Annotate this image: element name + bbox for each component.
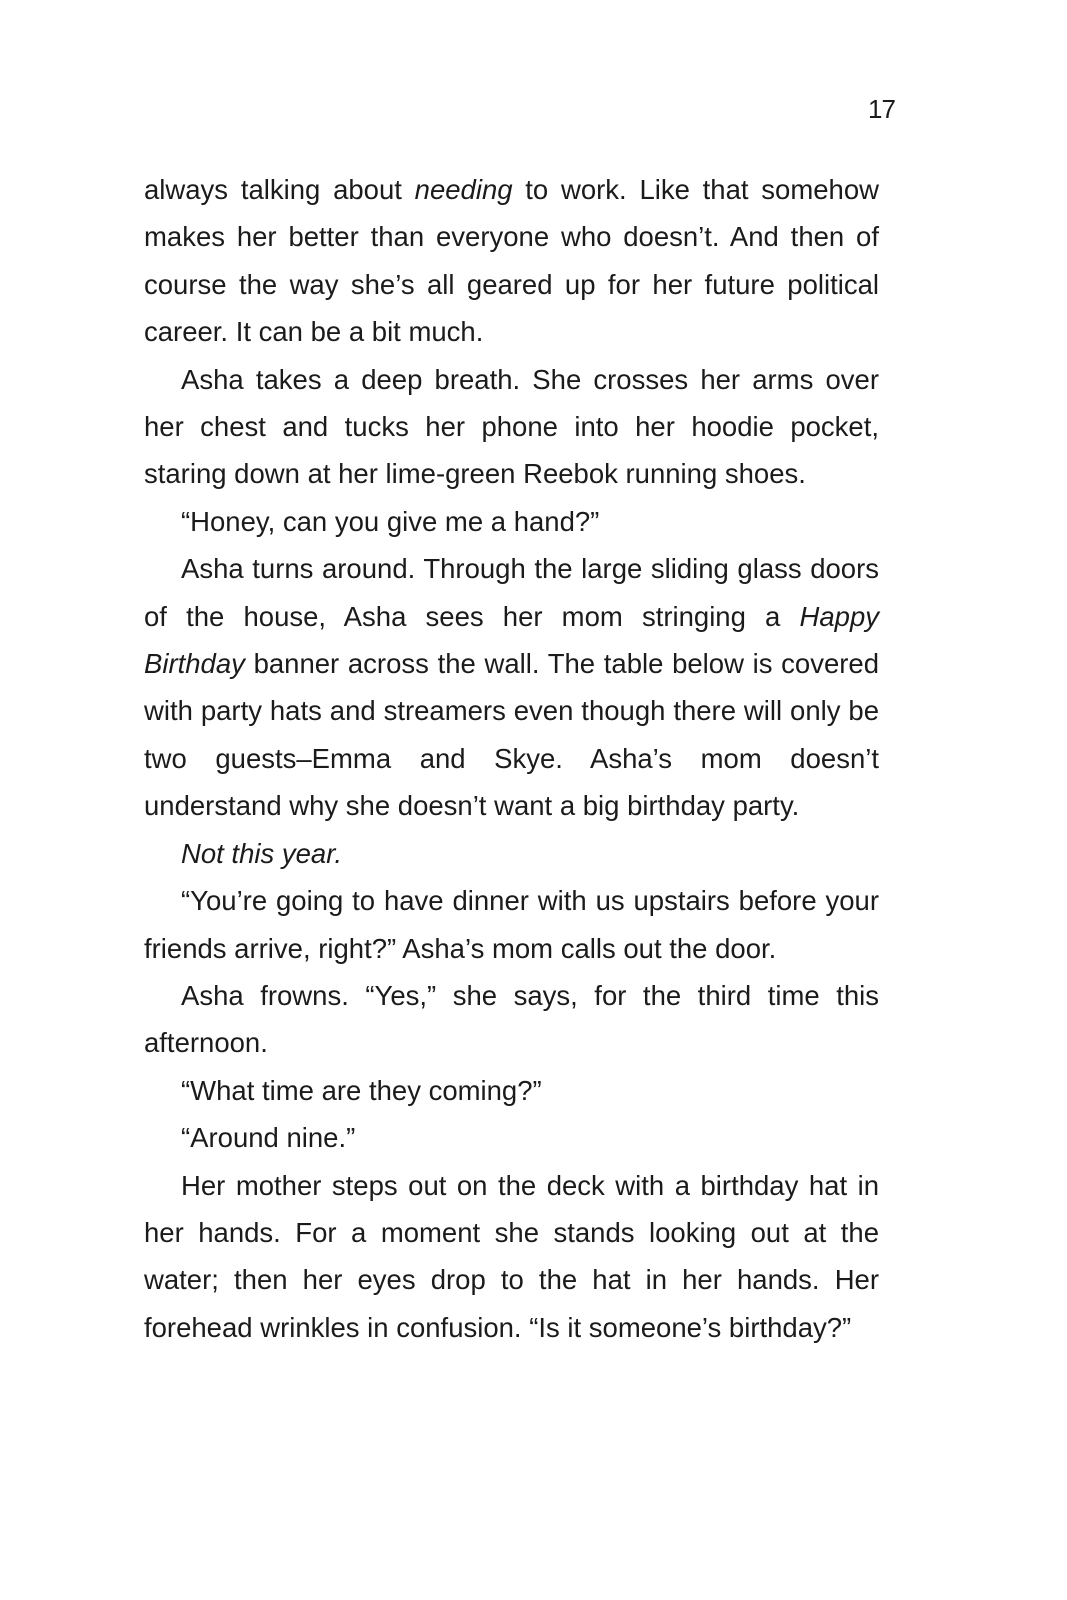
text-run: Asha turns around. Through the large sliding glass doors of the house, Asha sees her mom stringing a: [144, 553, 879, 632]
text-run: “Honey, can you give me a hand?”: [181, 505, 600, 537]
paragraph: [144, 972, 879, 1067]
text-run: “Around nine.”: [181, 1122, 356, 1154]
italic-text: needing: [414, 174, 513, 205]
paragraph: [144, 166, 879, 356]
paragraph: [144, 877, 879, 972]
italic-text: Not this year.: [181, 837, 342, 869]
text-run: “What time are they coming?”: [181, 1074, 542, 1106]
paragraph: [144, 498, 879, 545]
paragraph: [144, 1067, 879, 1114]
text-run: Her mother steps out on the deck with a birthday hat in her hands. For a moment she stands looking out at the water; then her eyes drop to the hat in her hands. Her forehead wrinkles in confusion. “Is it someone’s birthday?”: [144, 1169, 879, 1343]
paragraph: [144, 545, 879, 829]
paragraph: [144, 1114, 879, 1161]
body-text: [144, 166, 879, 1351]
page-number: 17: [868, 94, 895, 124]
text-run: Asha frowns. “Yes,” she says, for the third time this afternoon.: [144, 979, 879, 1059]
italic-text: Happy Birthday: [144, 600, 879, 680]
text-run: to work. Like that somehow makes her better than everyone who doesn’t. And then of course the way she’s all geared up for her future political career. It can be a bit much.: [144, 174, 879, 348]
text-run: “You’re going to have dinner with us upstairs before your friends arrive, right?” Asha’s mom calls out the door.: [144, 885, 879, 964]
paragraph: [144, 1162, 879, 1352]
paragraph: [144, 356, 879, 498]
paragraph: [144, 830, 879, 877]
text-run: always talking about: [144, 174, 415, 205]
text-run: Asha takes a deep breath. She crosses her arms over her chest and tucks her phone into her hoodie pocket, staring down at her lime-green Reebok running shoes.: [144, 363, 879, 490]
text-run: banner across the wall. The table below is covered with party hats and streamers even though there will only be two guests–Emma and Skye. Asha’s mom doesn’t understand why she doesn’t want a big birthday party.: [144, 648, 879, 822]
